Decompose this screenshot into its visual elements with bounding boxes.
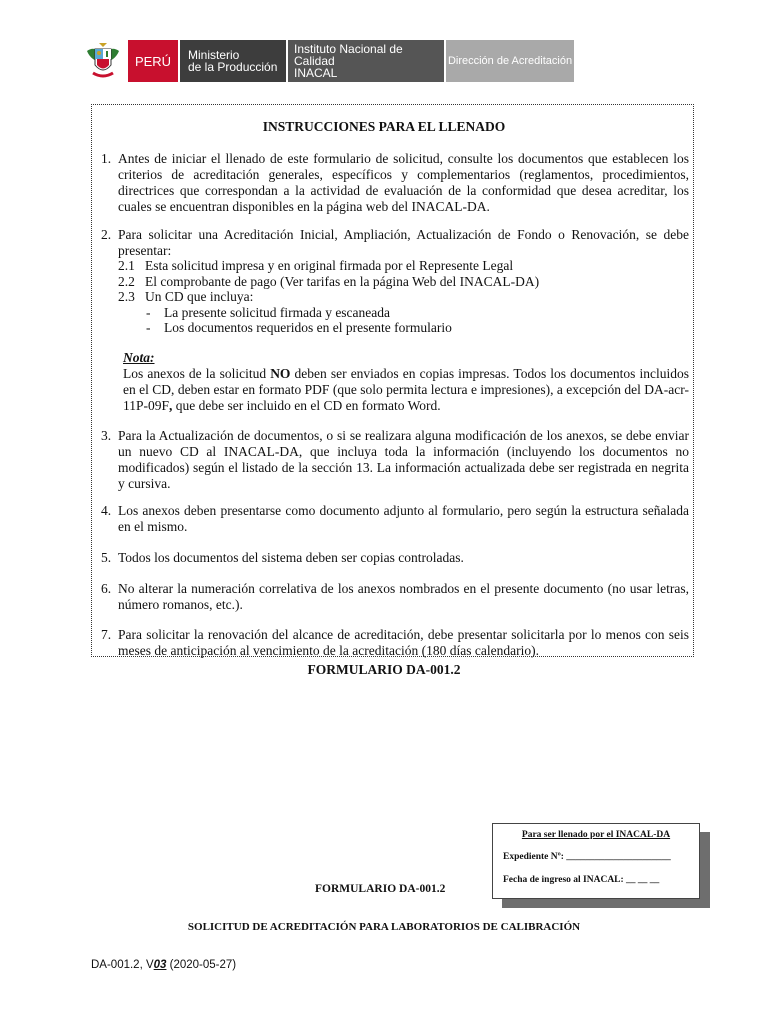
instruction-item-1-text: Antes de iniciar el llenado de este formulario de solicitud, consulte los documentos que establecen los criterios de acreditación generales, específicos y complementarios (reglamentos, procedimientos, directrices que correspondan a la actividad de evaluación de la conformidad que desea acreditar, los cuales se encuentran disponibles en la página web del INACAL-DA. <box>118 151 689 214</box>
peru-coat-of-arms-icon <box>80 40 126 82</box>
instructions-title: INSTRUCCIONES PARA EL LLENADO <box>262 119 506 134</box>
fecha-ingreso-field: Fecha de ingreso al INACAL: __ __ __ <box>503 875 660 885</box>
peru-label: PERÚ <box>128 40 178 82</box>
registry-title: Para ser llenado por el INACAL-DA <box>521 830 671 840</box>
expediente-field: Expediente Nº: ______________________ <box>503 852 671 862</box>
solicitud-title: SOLICITUD DE ACREDITACIÓN PARA LABORATORIOS DE CALIBRACIÓN <box>187 921 581 933</box>
ministerio-label: Ministerio de la Producción <box>180 40 286 82</box>
inacal-label: Instituto Nacional de Calidad INACAL <box>288 40 444 82</box>
nota-label: Nota: <box>123 350 155 365</box>
document-version-footer: DA-001.2, V03 (2020-05-27) <box>91 959 237 971</box>
sub-item-2-2: 2.2 El comprobante de pago (Ver tarifas en la página Web del INACAL-DA) <box>118 274 540 289</box>
page-header <box>80 40 574 82</box>
instruction-item-6-text: No alterar la numeración correlativa de los anexos nombrados en el presente documento (no usar letras, número romanos, etc.). <box>118 581 689 612</box>
instruction-item-4-text: Los anexos deben presentarse como documento adjunto al formulario, pero según la estructura señalada en el mismo. <box>118 503 689 534</box>
bullet-solicitud-escaneada: - La presente solicitud firmada y escaneada <box>146 305 391 320</box>
registry-box <box>492 823 700 899</box>
sub-item-2-3: 2.3 Un CD que incluya: <box>118 289 254 304</box>
form-heading-2: FORMULARIO DA-001.2 <box>315 883 446 895</box>
instruction-item-3-text: Para la Actualización de documentos, o si se realizara alguna modificación de los anexos, se debe enviar un nuevo CD al INACAL-DA, que incluya toda la información (incluyendo los documentos no modificados) según el listado de la sección 13. La información actualizada debe ser registrada en negrita y cursiva. <box>118 428 689 491</box>
form-heading: FORMULARIO DA-001.2 <box>307 662 461 677</box>
direccion-acreditacion-label: Dirección de Acreditación <box>446 40 574 82</box>
instruction-item-2-text: Para solicitar una Acreditación Inicial, Ampliación, Actualización de Fondo o Renovación, se debe presentar: <box>118 227 689 258</box>
bullet-documentos-requeridos: - Los documentos requeridos en el presente formulario <box>146 320 452 335</box>
sub-item-2-1: 2.1 Esta solicitud impresa y en original firmada por el Represente Legal <box>118 258 514 273</box>
instruction-item-7-text: Para solicitar la renovación del alcance de acreditación, debe presentar solicitarla por lo menos con seis meses de anticipación al vencimiento de la acreditación (180 días calendario). <box>118 627 689 658</box>
nota-text: Los anexos de la solicitud NO deben ser enviados en copias impresas. Todos los documentos incluidos en el CD, deben estar en formato PDF (que solo permita lectura e impresiones), a excepción del DA-acr-11P-09F, que debe ser incluido en el CD en formato Word. <box>123 366 689 413</box>
instruction-item-5-text: Todos los documentos del sistema deben ser copias controladas. <box>118 550 464 565</box>
